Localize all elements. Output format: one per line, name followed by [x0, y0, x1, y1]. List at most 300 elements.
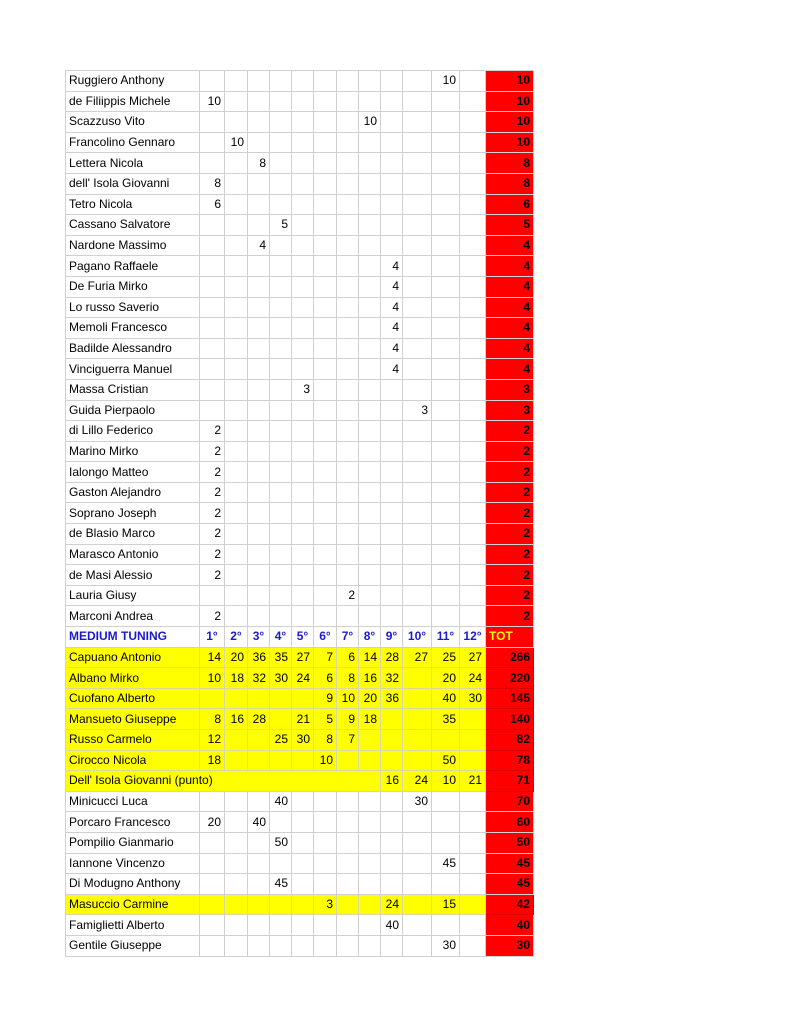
score-cell[interactable]: 20 [432, 668, 460, 689]
score-cell[interactable] [432, 235, 460, 256]
score-cell[interactable] [270, 462, 292, 483]
score-cell[interactable]: 3 [403, 400, 432, 421]
score-cell[interactable]: 24 [381, 894, 403, 915]
score-cell[interactable]: 21 [460, 771, 486, 792]
score-cell[interactable] [270, 482, 292, 503]
player-name[interactable]: de Filiippis Michele [66, 91, 200, 112]
score-cell[interactable] [460, 173, 486, 194]
score-cell[interactable]: 30 [270, 668, 292, 689]
player-name[interactable]: de Masi Alessio [66, 565, 200, 586]
score-cell[interactable] [337, 71, 359, 92]
score-cell[interactable] [432, 503, 460, 524]
score-cell[interactable] [248, 297, 270, 318]
score-cell[interactable] [248, 853, 270, 874]
score-cell[interactable] [270, 606, 292, 627]
score-cell[interactable]: 30 [460, 688, 486, 709]
total-cell[interactable]: 42 [486, 894, 534, 915]
score-cell[interactable] [381, 524, 403, 545]
score-cell[interactable] [381, 482, 403, 503]
score-cell[interactable] [292, 276, 314, 297]
score-cell[interactable] [337, 503, 359, 524]
total-cell[interactable]: 4 [486, 256, 534, 277]
score-cell[interactable] [248, 791, 270, 812]
score-cell[interactable] [292, 812, 314, 833]
score-cell[interactable] [270, 276, 292, 297]
column-header[interactable]: 9° [381, 627, 403, 648]
score-cell[interactable]: 10 [200, 91, 225, 112]
score-cell[interactable] [460, 215, 486, 236]
score-cell[interactable] [359, 791, 381, 812]
score-cell[interactable] [403, 173, 432, 194]
score-cell[interactable] [248, 544, 270, 565]
score-cell[interactable]: 2 [200, 462, 225, 483]
score-cell[interactable] [225, 256, 248, 277]
score-cell[interactable] [292, 338, 314, 359]
score-cell[interactable] [460, 421, 486, 442]
score-cell[interactable] [337, 132, 359, 153]
score-cell[interactable] [359, 215, 381, 236]
score-cell[interactable] [225, 379, 248, 400]
score-cell[interactable] [314, 297, 337, 318]
score-cell[interactable] [314, 462, 337, 483]
score-cell[interactable] [292, 91, 314, 112]
score-cell[interactable] [225, 194, 248, 215]
score-cell[interactable] [432, 297, 460, 318]
score-cell[interactable] [337, 853, 359, 874]
score-cell[interactable]: 8 [337, 668, 359, 689]
score-cell[interactable] [359, 318, 381, 339]
score-cell[interactable] [403, 91, 432, 112]
score-cell[interactable]: 35 [432, 709, 460, 730]
score-cell[interactable] [225, 730, 248, 751]
score-cell[interactable] [381, 462, 403, 483]
score-cell[interactable] [314, 503, 337, 524]
total-cell[interactable]: 2 [486, 503, 534, 524]
score-cell[interactable] [381, 153, 403, 174]
player-name[interactable]: Marconi Andrea [66, 606, 200, 627]
score-cell[interactable] [248, 215, 270, 236]
score-cell[interactable] [381, 441, 403, 462]
score-cell[interactable] [225, 791, 248, 812]
player-name[interactable]: Lo russo Saverio [66, 297, 200, 318]
score-cell[interactable] [359, 524, 381, 545]
score-cell[interactable] [403, 503, 432, 524]
score-cell[interactable] [381, 791, 403, 812]
score-cell[interactable] [403, 71, 432, 92]
score-cell[interactable] [270, 709, 292, 730]
score-cell[interactable] [460, 524, 486, 545]
score-cell[interactable] [270, 915, 292, 936]
total-cell[interactable]: 50 [486, 832, 534, 853]
score-cell[interactable] [225, 173, 248, 194]
score-cell[interactable] [432, 585, 460, 606]
score-cell[interactable] [248, 173, 270, 194]
score-cell[interactable] [248, 585, 270, 606]
player-name[interactable]: Masuccio Carmine [66, 894, 200, 915]
score-cell[interactable] [460, 276, 486, 297]
score-cell[interactable] [200, 276, 225, 297]
score-cell[interactable]: 2 [337, 585, 359, 606]
score-cell[interactable]: 5 [270, 215, 292, 236]
score-cell[interactable] [248, 400, 270, 421]
score-cell[interactable]: 2 [200, 482, 225, 503]
total-cell[interactable]: 82 [486, 730, 534, 751]
score-cell[interactable] [292, 359, 314, 380]
score-cell[interactable] [270, 235, 292, 256]
score-cell[interactable] [432, 812, 460, 833]
score-cell[interactable] [403, 894, 432, 915]
score-cell[interactable] [460, 482, 486, 503]
total-cell[interactable]: 4 [486, 235, 534, 256]
score-cell[interactable]: 10 [359, 112, 381, 133]
score-cell[interactable] [359, 750, 381, 771]
score-cell[interactable] [460, 791, 486, 812]
score-cell[interactable] [270, 750, 292, 771]
score-cell[interactable] [314, 585, 337, 606]
score-cell[interactable]: 15 [432, 894, 460, 915]
score-cell[interactable] [314, 421, 337, 442]
score-cell[interactable] [292, 750, 314, 771]
score-cell[interactable] [403, 194, 432, 215]
score-cell[interactable] [432, 91, 460, 112]
total-cell[interactable]: 45 [486, 853, 534, 874]
score-cell[interactable] [225, 276, 248, 297]
score-cell[interactable] [200, 359, 225, 380]
total-cell[interactable]: 10 [486, 112, 534, 133]
score-cell[interactable] [403, 421, 432, 442]
score-cell[interactable] [359, 338, 381, 359]
score-cell[interactable]: 30 [403, 791, 432, 812]
total-cell[interactable]: 4 [486, 297, 534, 318]
score-cell[interactable] [432, 606, 460, 627]
score-cell[interactable] [270, 524, 292, 545]
score-cell[interactable] [381, 194, 403, 215]
score-cell[interactable]: 24 [292, 668, 314, 689]
score-cell[interactable] [248, 132, 270, 153]
player-name[interactable]: Francolino Gennaro [66, 132, 200, 153]
score-cell[interactable] [248, 565, 270, 586]
score-cell[interactable] [314, 874, 337, 895]
score-cell[interactable] [432, 379, 460, 400]
score-cell[interactable] [403, 153, 432, 174]
score-cell[interactable] [460, 297, 486, 318]
score-cell[interactable]: 9 [337, 709, 359, 730]
score-cell[interactable] [292, 215, 314, 236]
score-cell[interactable] [359, 482, 381, 503]
score-cell[interactable] [403, 462, 432, 483]
score-cell[interactable] [248, 276, 270, 297]
score-cell[interactable]: 14 [200, 647, 225, 668]
score-cell[interactable] [432, 544, 460, 565]
score-cell[interactable] [381, 812, 403, 833]
score-cell[interactable] [248, 874, 270, 895]
score-cell[interactable] [270, 812, 292, 833]
score-cell[interactable] [403, 112, 432, 133]
score-cell[interactable] [359, 730, 381, 751]
score-cell[interactable] [225, 565, 248, 586]
score-cell[interactable]: 28 [248, 709, 270, 730]
score-cell[interactable] [314, 71, 337, 92]
score-cell[interactable] [403, 318, 432, 339]
score-cell[interactable] [337, 421, 359, 442]
score-cell[interactable] [381, 173, 403, 194]
score-cell[interactable] [381, 400, 403, 421]
score-cell[interactable] [270, 338, 292, 359]
score-cell[interactable]: 3 [314, 894, 337, 915]
score-cell[interactable] [248, 935, 270, 956]
score-cell[interactable] [432, 194, 460, 215]
score-cell[interactable] [314, 400, 337, 421]
score-cell[interactable] [314, 359, 337, 380]
score-cell[interactable]: 24 [460, 668, 486, 689]
total-cell[interactable]: 40 [486, 915, 534, 936]
score-cell[interactable]: 6 [314, 668, 337, 689]
score-cell[interactable] [200, 132, 225, 153]
score-cell[interactable] [460, 400, 486, 421]
score-cell[interactable]: 4 [381, 297, 403, 318]
score-cell[interactable] [381, 565, 403, 586]
score-cell[interactable] [225, 318, 248, 339]
score-cell[interactable]: 10 [432, 771, 460, 792]
score-cell[interactable] [314, 194, 337, 215]
player-name[interactable]: Famiglietti Alberto [66, 915, 200, 936]
score-cell[interactable] [403, 585, 432, 606]
score-cell[interactable] [200, 853, 225, 874]
total-cell[interactable]: 10 [486, 132, 534, 153]
score-cell[interactable] [270, 565, 292, 586]
score-cell[interactable] [292, 894, 314, 915]
score-cell[interactable]: 10 [337, 688, 359, 709]
score-cell[interactable]: 4 [381, 276, 403, 297]
score-cell[interactable] [337, 832, 359, 853]
score-cell[interactable] [248, 318, 270, 339]
score-cell[interactable] [337, 565, 359, 586]
score-cell[interactable]: 8 [200, 173, 225, 194]
score-cell[interactable] [432, 482, 460, 503]
score-cell[interactable] [337, 606, 359, 627]
score-cell[interactable] [460, 379, 486, 400]
player-name[interactable]: Badilde Alessandro [66, 338, 200, 359]
score-cell[interactable] [292, 874, 314, 895]
total-cell[interactable]: 4 [486, 276, 534, 297]
score-cell[interactable] [292, 132, 314, 153]
score-cell[interactable] [225, 503, 248, 524]
player-name[interactable]: Cirocco Nicola [66, 750, 200, 771]
score-cell[interactable] [270, 359, 292, 380]
score-cell[interactable] [270, 297, 292, 318]
score-cell[interactable]: 8 [248, 153, 270, 174]
score-cell[interactable] [292, 462, 314, 483]
total-cell[interactable]: 3 [486, 379, 534, 400]
score-cell[interactable] [270, 421, 292, 442]
score-cell[interactable] [403, 441, 432, 462]
score-cell[interactable] [292, 112, 314, 133]
score-cell[interactable] [314, 524, 337, 545]
score-cell[interactable] [292, 194, 314, 215]
score-cell[interactable] [381, 544, 403, 565]
score-cell[interactable] [359, 153, 381, 174]
score-cell[interactable] [225, 215, 248, 236]
score-cell[interactable] [337, 400, 359, 421]
total-cell[interactable]: 8 [486, 173, 534, 194]
score-cell[interactable] [460, 194, 486, 215]
score-cell[interactable] [270, 544, 292, 565]
score-cell[interactable]: 50 [270, 832, 292, 853]
score-cell[interactable] [225, 832, 248, 853]
score-cell[interactable] [200, 338, 225, 359]
score-cell[interactable] [460, 462, 486, 483]
score-cell[interactable] [337, 874, 359, 895]
score-cell[interactable]: 45 [432, 853, 460, 874]
score-cell[interactable] [432, 730, 460, 751]
player-name[interactable]: Lettera Nicola [66, 153, 200, 174]
score-cell[interactable] [314, 112, 337, 133]
score-cell[interactable] [200, 153, 225, 174]
score-cell[interactable] [359, 276, 381, 297]
score-cell[interactable] [403, 606, 432, 627]
total-cell[interactable]: 3 [486, 400, 534, 421]
total-cell[interactable]: 10 [486, 91, 534, 112]
score-cell[interactable] [337, 112, 359, 133]
total-cell[interactable]: 30 [486, 935, 534, 956]
score-cell[interactable]: 8 [200, 709, 225, 730]
player-name[interactable]: Guida Pierpaolo [66, 400, 200, 421]
total-cell[interactable]: 2 [486, 482, 534, 503]
score-cell[interactable] [292, 482, 314, 503]
score-cell[interactable] [248, 441, 270, 462]
score-cell[interactable]: 36 [248, 647, 270, 668]
score-cell[interactable] [381, 503, 403, 524]
score-cell[interactable] [460, 91, 486, 112]
score-cell[interactable]: 2 [200, 524, 225, 545]
score-cell[interactable] [270, 379, 292, 400]
score-cell[interactable]: 7 [314, 647, 337, 668]
score-cell[interactable]: 35 [270, 647, 292, 668]
score-cell[interactable]: 2 [200, 421, 225, 442]
score-cell[interactable] [359, 544, 381, 565]
score-cell[interactable] [270, 318, 292, 339]
score-cell[interactable] [225, 400, 248, 421]
score-cell[interactable] [403, 297, 432, 318]
score-cell[interactable] [337, 441, 359, 462]
score-cell[interactable] [359, 441, 381, 462]
score-cell[interactable] [337, 318, 359, 339]
score-cell[interactable] [292, 585, 314, 606]
column-header[interactable]: 4° [270, 627, 292, 648]
score-cell[interactable] [225, 71, 248, 92]
score-cell[interactable] [270, 112, 292, 133]
score-cell[interactable] [248, 606, 270, 627]
score-cell[interactable] [403, 215, 432, 236]
score-cell[interactable] [432, 359, 460, 380]
score-cell[interactable]: 2 [200, 565, 225, 586]
score-cell[interactable] [270, 91, 292, 112]
score-cell[interactable]: 2 [200, 441, 225, 462]
score-cell[interactable] [200, 318, 225, 339]
column-header[interactable]: 7° [337, 627, 359, 648]
score-cell[interactable] [403, 688, 432, 709]
score-cell[interactable] [314, 91, 337, 112]
score-cell[interactable] [432, 173, 460, 194]
score-cell[interactable] [337, 297, 359, 318]
score-cell[interactable]: 18 [225, 668, 248, 689]
score-cell[interactable] [292, 791, 314, 812]
score-cell[interactable] [248, 894, 270, 915]
score-cell[interactable] [460, 544, 486, 565]
score-cell[interactable] [359, 606, 381, 627]
score-cell[interactable] [460, 915, 486, 936]
score-cell[interactable]: 20 [200, 812, 225, 833]
score-cell[interactable] [200, 71, 225, 92]
score-cell[interactable] [337, 235, 359, 256]
score-cell[interactable] [359, 585, 381, 606]
score-cell[interactable] [337, 379, 359, 400]
score-cell[interactable] [314, 235, 337, 256]
score-cell[interactable] [432, 400, 460, 421]
score-cell[interactable]: 8 [314, 730, 337, 751]
score-cell[interactable] [292, 688, 314, 709]
score-cell[interactable] [403, 132, 432, 153]
score-cell[interactable]: 5 [314, 709, 337, 730]
player-name[interactable]: Cassano Salvatore [66, 215, 200, 236]
score-cell[interactable]: 4 [381, 338, 403, 359]
total-cell[interactable]: 71 [486, 771, 534, 792]
score-cell[interactable] [200, 874, 225, 895]
total-cell[interactable]: 8 [486, 153, 534, 174]
score-cell[interactable] [292, 297, 314, 318]
score-cell[interactable] [314, 276, 337, 297]
score-cell[interactable] [381, 91, 403, 112]
score-cell[interactable] [460, 585, 486, 606]
score-cell[interactable] [381, 935, 403, 956]
score-cell[interactable] [225, 421, 248, 442]
score-cell[interactable] [403, 544, 432, 565]
score-cell[interactable] [292, 71, 314, 92]
player-name[interactable]: Gaston Alejandro [66, 482, 200, 503]
total-cell[interactable]: 2 [486, 441, 534, 462]
score-cell[interactable] [292, 503, 314, 524]
score-cell[interactable] [200, 297, 225, 318]
score-cell[interactable] [292, 606, 314, 627]
score-cell[interactable] [225, 874, 248, 895]
score-cell[interactable] [403, 730, 432, 751]
score-cell[interactable] [460, 112, 486, 133]
score-cell[interactable]: 21 [292, 709, 314, 730]
score-cell[interactable] [225, 235, 248, 256]
total-cell[interactable]: 45 [486, 874, 534, 895]
score-cell[interactable] [460, 132, 486, 153]
score-cell[interactable] [292, 565, 314, 586]
score-cell[interactable] [337, 894, 359, 915]
score-cell[interactable] [200, 915, 225, 936]
total-cell[interactable]: 70 [486, 791, 534, 812]
score-cell[interactable] [432, 112, 460, 133]
score-cell[interactable] [314, 915, 337, 936]
player-name[interactable]: Pagano Raffaele [66, 256, 200, 277]
score-cell[interactable]: 18 [359, 709, 381, 730]
score-cell[interactable] [359, 421, 381, 442]
score-cell[interactable]: 6 [200, 194, 225, 215]
score-cell[interactable] [314, 791, 337, 812]
score-cell[interactable] [248, 688, 270, 709]
player-name[interactable]: Memoli Francesco [66, 318, 200, 339]
score-cell[interactable] [403, 935, 432, 956]
score-cell[interactable] [359, 256, 381, 277]
score-cell[interactable]: 2 [200, 544, 225, 565]
player-name[interactable]: Ruggiero Anthony [66, 71, 200, 92]
score-cell[interactable]: 28 [381, 647, 403, 668]
score-cell[interactable] [314, 544, 337, 565]
